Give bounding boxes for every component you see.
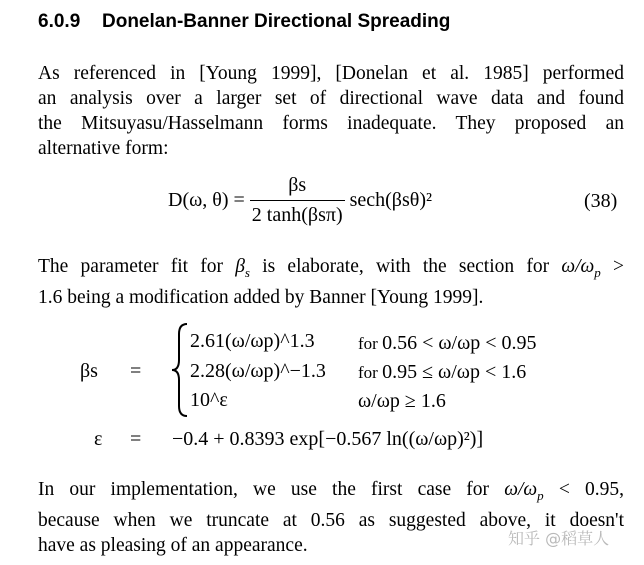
- epsilon-rhs: −0.4 + 0.8393 exp[−0.567 ln((ω/ωp)²)]: [172, 428, 484, 450]
- case-expression: 2.61(ω/ωp)^1.3: [190, 330, 315, 352]
- paragraph-line: an analysis over a larger set of directional wave data and found: [38, 88, 624, 109]
- paragraph-intro: [38, 61, 624, 161]
- equation-38: [168, 174, 432, 227]
- paragraph-parameter-fit: [38, 254, 624, 310]
- paragraph-line: the Mitsuyasu/Hasselmann forms inadequate. They proposed an: [38, 113, 624, 134]
- equation-number: (38): [584, 190, 618, 212]
- piecewise-lhs: βs: [80, 360, 98, 382]
- paragraph-line: 1.6 being a modification added by Banner [Young 1999].: [38, 286, 484, 308]
- left-brace: [170, 322, 190, 418]
- section-title: Donelan-Banner Directional Spreading: [102, 11, 451, 32]
- beta-s-symbol: $\beta_s$: [235, 256, 250, 280]
- case-condition: ω/ωp ≥ 1.6: [358, 390, 446, 412]
- paragraph-line: because when we truncate at 0.56 as suggested above, it doesn't: [38, 509, 624, 531]
- equation-fraction: [250, 174, 345, 227]
- paragraph-line: The parameter fit for $\beta_s$ is elaborate, with the section for $\omega/\omega_p$ >: [38, 256, 624, 280]
- case-condition: for 0.56 < ω/ωp < 0.95: [358, 332, 537, 354]
- case-expression: 2.28(ω/ωp)^−1.3: [190, 360, 326, 382]
- paragraph-line: alternative form:: [38, 138, 169, 159]
- epsilon-lhs: ε: [94, 428, 103, 450]
- omega-ratio-symbol: $\omega/\omega_p$: [561, 256, 601, 280]
- fraction-numerator: βs: [288, 174, 307, 196]
- paragraph-line: have as pleasing of an appearance.: [38, 534, 308, 556]
- paragraph-line: In our implementation, we use the first case for $\omega/\omega_p < 0.95$,: [38, 479, 624, 503]
- watermark: 知乎 @稻草人: [508, 529, 610, 548]
- equation-lhs: D(ω, θ) =: [168, 189, 245, 211]
- fraction-denominator: 2 tanh(βsπ): [250, 200, 345, 227]
- equals-sign: =: [130, 360, 142, 382]
- omega-ratio-symbol: $\omega/\omega_p$: [504, 479, 544, 503]
- paragraph-line: As referenced in [Young 1999], [Donelan et al. 1985] performed: [38, 63, 624, 84]
- equation-rhs: sech(βsθ)²: [349, 189, 433, 211]
- case-condition: for 0.95 ≤ ω/ωp < 1.6: [358, 361, 527, 383]
- equals-sign: =: [130, 428, 142, 450]
- case-expression: 10^ε: [190, 389, 228, 411]
- section-number: 6.0.9: [38, 11, 81, 32]
- section-heading: [38, 10, 450, 34]
